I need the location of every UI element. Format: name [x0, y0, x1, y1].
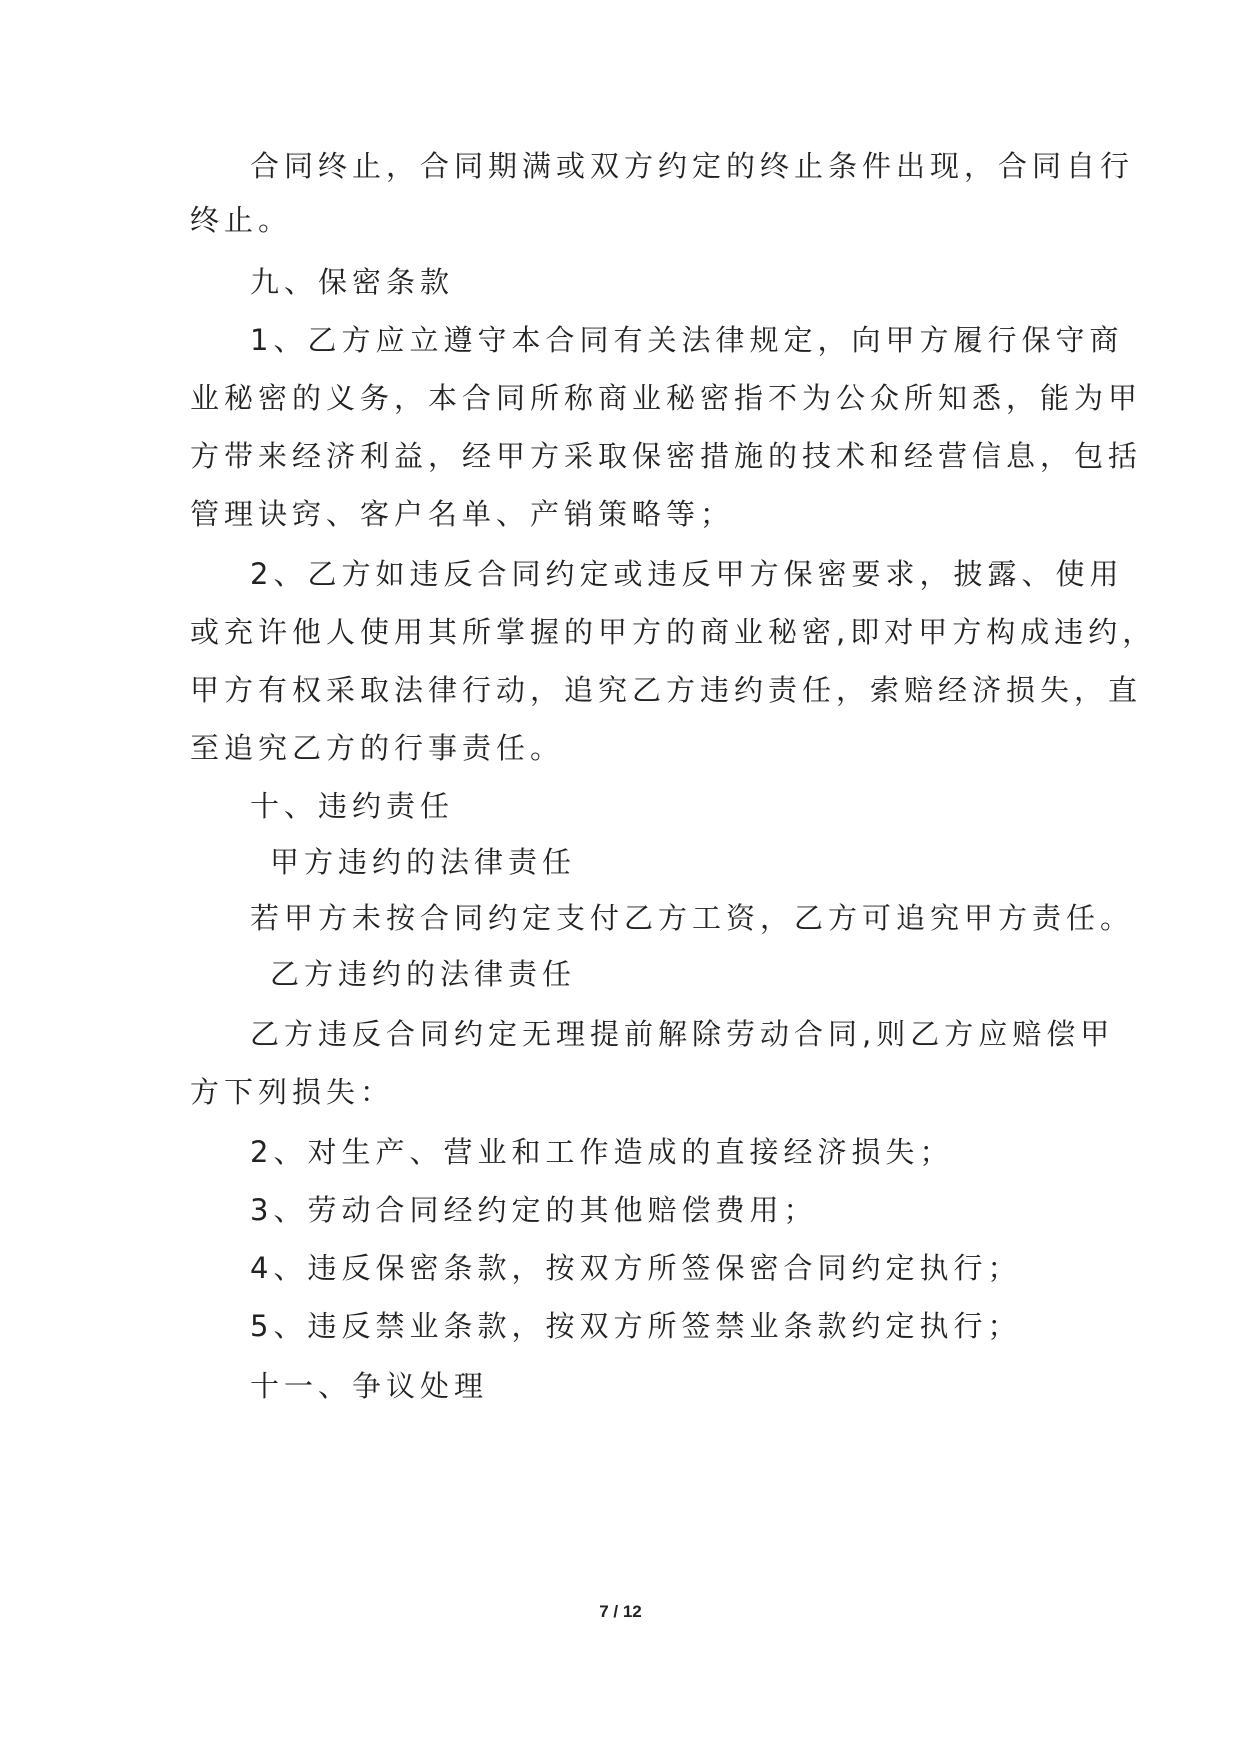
list-item: 3、劳动合同经约定的其他赔偿费用；: [250, 1193, 818, 1227]
list-item: 5、违反禁业条款，按双方所签禁业条款约定执行；: [250, 1309, 1022, 1343]
paragraph-line: 1、乙方应立遵守本合同有关法律规定，向甲方履行保守商: [250, 323, 1124, 357]
paragraph-line: 至追究乙方的行事责任。: [190, 731, 565, 765]
section-heading: 十、违约责任: [250, 789, 455, 823]
paragraph-line: 方下列损失：: [190, 1075, 395, 1109]
paragraph-line: 2、乙方如违反合同约定或违反甲方保密要求，披露、使用: [250, 557, 1124, 591]
list-item: 2、对生产、营业和工作造成的直接经济损失；: [250, 1135, 954, 1169]
subsection-heading: 甲方违约的法律责任: [270, 845, 577, 879]
paragraph-line: 业秘密的义务，本合同所称商业秘密指不为公众所知悉，能为甲: [190, 381, 1143, 415]
paragraph-line: 若甲方未按合同约定支付乙方工资，乙方可追究甲方责任。: [250, 901, 1135, 935]
page-number: 7 / 12: [599, 1602, 642, 1621]
paragraph-line: 合同终止，合同期满或双方约定的终止条件出现，合同自行: [250, 149, 1135, 183]
section-heading: 十一、争议处理: [250, 1369, 489, 1403]
paragraph-line: 或充许他人使用其所掌握的甲方的商业秘密,即对甲方构成违约，: [190, 615, 1157, 649]
list-item: 4、违反保密条款，按双方所签保密合同约定执行；: [250, 1251, 1022, 1285]
paragraph-line: 乙方违反合同约定无理提前解除劳动合同,则乙方应赔偿甲: [250, 1017, 1115, 1051]
section-heading: 九、保密条款: [250, 265, 455, 299]
paragraph-line: 甲方有权采取法律行动，追究乙方违约责任，索赔经济损失，直: [190, 673, 1143, 707]
paragraph-line: 终止。: [190, 203, 293, 237]
subsection-heading: 乙方违约的法律责任: [270, 957, 577, 991]
paragraph-line: 管理诀窍、客户名单、产销策略等；: [190, 497, 735, 531]
paragraph-line: 方带来经济利益，经甲方采取保密措施的技术和经营信息，包括: [190, 439, 1143, 473]
